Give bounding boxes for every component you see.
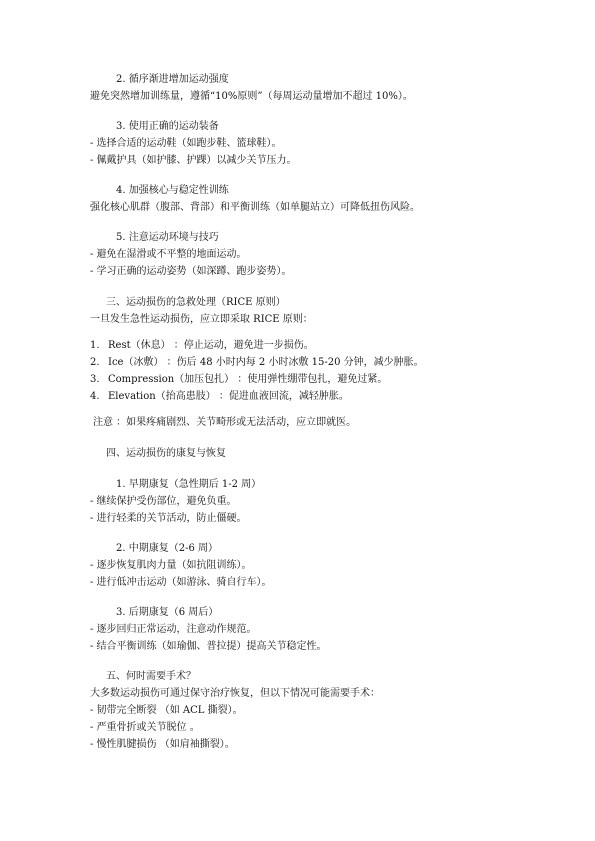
item-text: Ice（冰敷） ：伤后 48 小时内每 2 小时冰敷 15-20 分钟，减少肿胀。 xyxy=(108,357,424,368)
bullet-item: - 韧带完全断裂 （如 ACL 撕裂）。 xyxy=(90,705,243,716)
numbered-item xyxy=(90,357,424,369)
bullet-item: - 结合平衡训练（如瑜伽、普拉提）提高关节稳定性。 xyxy=(90,641,327,652)
note: 注意 ：如果疼痛剧烈、关节畸形或无法活动，应立即就医。 xyxy=(93,417,357,428)
bullet-item: - 慢性肌腱损伤 （如肩袖撕裂）。 xyxy=(90,739,235,750)
item-text: Rest（休息） ：停止运动，避免进一步损伤。 xyxy=(108,340,314,351)
bullet-item: - 学习正确的运动姿势（如深蹲、跑步姿势）。 xyxy=(90,266,292,277)
item-number: 3. xyxy=(90,374,100,385)
bullet-item: - 佩戴护具（如护膝、护踝）以减少关节压力。 xyxy=(90,155,297,166)
item-number: 1. xyxy=(90,340,100,351)
paragraph: 一旦发生急性运动损伤，应立即采取 RICE 原则： xyxy=(90,314,313,325)
section-heading-4: 四、运动损伤的康复与恢复 xyxy=(106,448,226,459)
paragraph: 大多数运动损伤可通过保守治疗恢复，但以下情况可能需要手术： xyxy=(90,688,380,699)
bullet-item: - 继续保护受伤部位，避免负重。 xyxy=(90,496,237,507)
heading-item-3: 3. 使用正确的运动装备 xyxy=(116,121,219,132)
item-number: 4. xyxy=(90,391,100,402)
heading-item-3: 3. 后期康复（6 周后） xyxy=(116,607,219,618)
numbered-item xyxy=(90,374,387,386)
paragraph: 避免突然增加训练量，遵循“10%原则”（每周运动量增加不超过 10%）。 xyxy=(90,91,413,102)
section-heading-3: 三、运动损伤的急救处理（RICE 原则） xyxy=(106,297,286,308)
item-text: Elevation（抬高患肢） ：促进血液回流，减轻肿胀。 xyxy=(108,391,349,402)
section-heading-5: 五、何时需要手术？ xyxy=(106,671,196,682)
numbered-item xyxy=(90,391,349,403)
heading-item-2: 2. 中期康复（2-6 周） xyxy=(116,543,219,554)
bullet-item: - 进行低冲击运动（如游泳、骑自行车）。 xyxy=(90,577,272,588)
bullet-item: - 选择合适的运动鞋（如跑步鞋、篮球鞋）。 xyxy=(90,138,282,149)
heading-item-4: 4. 加强核心与稳定性训练 xyxy=(116,185,229,196)
heading-item-5: 5. 注意运动环境与技巧 xyxy=(116,232,219,243)
item-number: 2. xyxy=(90,357,100,368)
item-text: Compression（加压包扎） ：使用弹性绷带包扎，避免过紧。 xyxy=(108,374,388,385)
bullet-item: - 避免在湿滑或不平整的地面运动。 xyxy=(90,249,247,260)
heading-item-1: 1. 早期康复（急性期后 1-2 周） xyxy=(116,479,262,490)
numbered-item xyxy=(90,340,314,352)
bullet-item: - 严重骨折或关节脱位 。 xyxy=(90,722,200,733)
bullet-item: - 逐步回归正常运动，注意动作规范。 xyxy=(90,624,257,635)
heading-item-2: 2. 循序渐进增加运动强度 xyxy=(116,74,229,85)
bullet-item: - 逐步恢复肌肉力量（如抗阻训练）。 xyxy=(90,560,252,571)
bullet-item: - 进行轻柔的关节活动，防止僵硬。 xyxy=(90,513,247,524)
paragraph: 强化核心肌群（腹部、背部）和平衡训练（如单腿站立）可降低扭伤风险。 xyxy=(90,202,420,213)
